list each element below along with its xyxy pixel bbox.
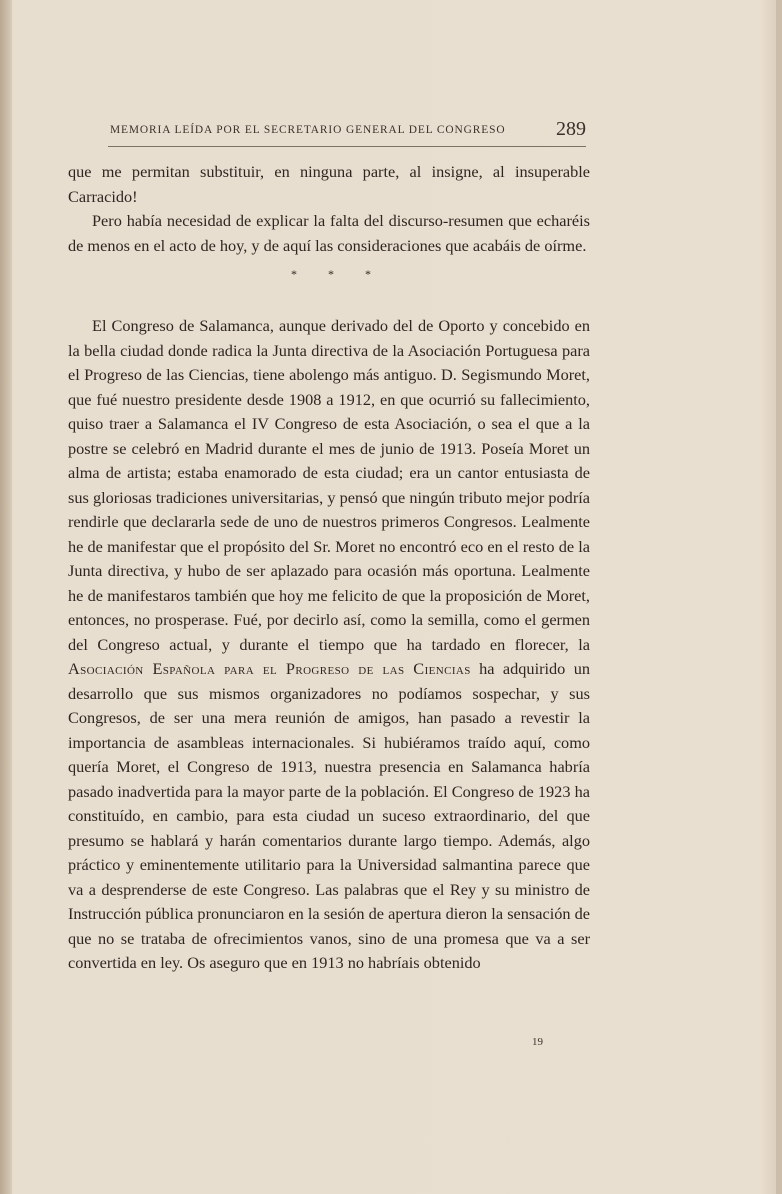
page-number: 289 (556, 118, 586, 140)
body-text (68, 160, 590, 976)
paragraph-1: que me permitan substituir, en ninguna parte, al insigne, al insuperable Carracido! (68, 162, 590, 206)
page-right-edge (776, 0, 782, 1194)
running-header (110, 118, 590, 144)
paragraph-3-continuation: ha adquirido un desarrollo que sus mismos organizadores no podíamos sospechar, y sus Congresos, de ser una mera reunión de amigos, han pasado a revestir la importancia de asambleas internacionales. Si hubiéramos traído aquí, como quería Moret, el Congreso de 1913, nuestra presencia en Salamanca habría pasado inadvertida para la mayor parte de la población. El Congreso de 1923 ha constituído, en cambio, para esta ciudad un suceso extraordinario, del que presumo se hablará y harán comentarios durante largo tiempo. Además, algo práctico y eminentemente utilitario para la Universidad salmantina parece que va a desprenderse de este Congreso. Las palabras que el Rey y su ministro de Instrucción pública pronunciaron en la sesión de apertura dieron la sensación de que no se trataba de ofrecimientos vanos, sino de una promesa que va a ser convertida en ley. Os aseguro que en 1913 no habríais obtenido (68, 659, 591, 972)
signature-mark: 19 (532, 1036, 543, 1048)
association-name-smallcaps: Asociación Española para el Progreso de las Ciencias (68, 659, 471, 678)
paragraph-3-text: El Congreso de Salamanca, aunque derivado del de Oporto y concebido en la bella ciudad donde radica la Junta directiva de la Asociación Portuguesa para el Progreso de las Ciencias, tiene abolengo más antiguo. D. Segismundo Moret, que fué nuestro presidente desde 1908 a 1912, en que ocurrió su fallecimiento, quiso traer a Salamanca el IV Congreso de esta Asociación, o sea el que a la postre se celebró en Madrid durante el mes de junio de 1913. Poseía Moret un alma de artista; estaba enamorado de esta ciudad; era un cantor entusiasta de sus gloriosas tradiciones universitarias, y pensó que ningún tributo mejor podría rendirle que declararla sede de uno de nuestros primeros Congresos. Lealmente he de manifestar que el propósito del Sr. Moret no encontró eco en el resto de la Junta directiva, y hubo de ser aplazado para ocasión más oportuna. Lealmente he de manifestaros también que hoy me felicito de que la proposición de Moret, entonces, no prosperase. Fué, por decirlo así, como la semilla, como el germen del Congreso actual, y durante el tiempo que ha tardado en florecer, la (68, 316, 590, 654)
page-left-edge (0, 0, 12, 1194)
paragraph-3 (68, 314, 590, 976)
running-title: MEMORIA LEÍDA POR EL SECRETARIO GENERAL DEL CONGRESO (110, 124, 506, 136)
header-rule (108, 146, 586, 147)
paragraph-2: Pero había necesidad de explicar la falta del discurso-resumen que echaréis de menos en el acto de hoy, y de aquí las consideraciones que acabáis de oírme. (68, 211, 590, 255)
section-separator: * * * (291, 267, 385, 281)
